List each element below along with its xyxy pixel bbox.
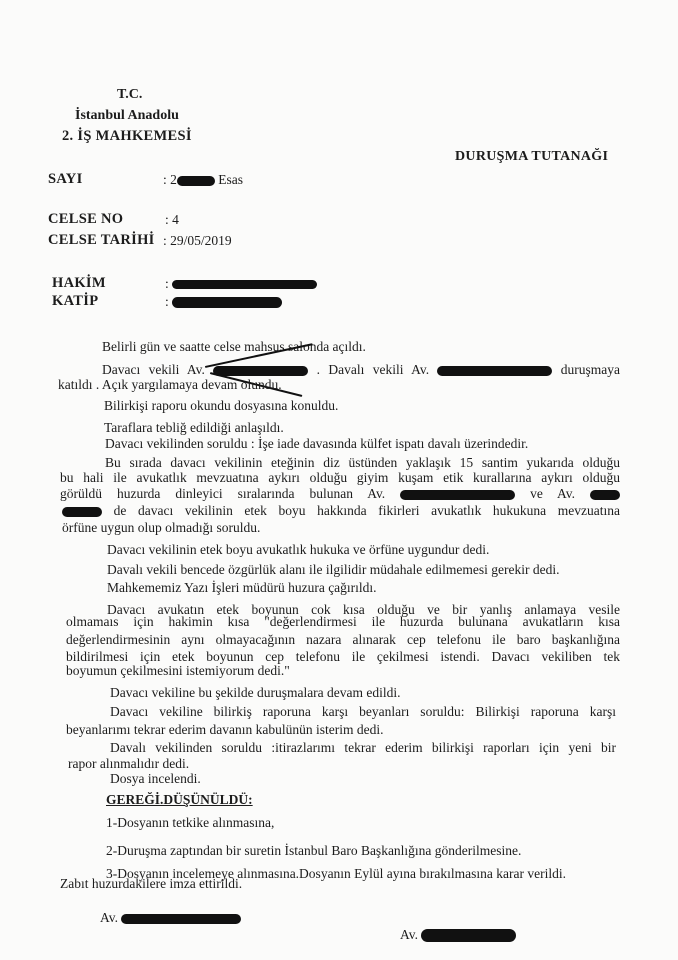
text: de davacı vekilinin etek boyu hakkında fikirleri avukatlık hukukuna mevzuatına — [113, 503, 620, 518]
body-line — [102, 362, 620, 378]
decision-item: 1-Dosyanın tetkike alınmasına, — [106, 815, 275, 830]
body-line: beyanlarımı tekrar ederim davanın kabulünün isterim dedi. — [66, 722, 384, 737]
tc-heading: T.C. — [117, 87, 143, 102]
body-line: örfüne uygun olup olmadığı soruldu. — [62, 520, 261, 535]
body-line: boyumun çekilmesini istemiyorum dedi." — [66, 663, 290, 678]
decision-item: 2-Duruşma zaptından bir suretin İstanbul Baro Başkanlığına gönderilmesine. — [106, 843, 522, 858]
redaction — [590, 490, 620, 500]
redaction — [172, 297, 282, 308]
redaction — [400, 490, 515, 500]
colon: : — [165, 276, 169, 291]
court-heading: 2. İŞ MAHKEMESİ — [62, 128, 192, 144]
celse-tarihi-value: : 29/05/2019 — [163, 233, 232, 248]
body-line: Taraflara tebliğ edildiği anlaşıldı. — [104, 420, 284, 435]
body-line: Davacı vekiline bilirkiş raporuna karşı beyanları soruldu: Bilirkişi raporuna karşı — [110, 704, 616, 719]
body-line: Davacı avukatın etek boyunun cok kısa olduğu ve bir yanlış anlamaya vesile — [107, 602, 620, 617]
katip-value — [165, 294, 282, 310]
text: ve Av. — [530, 486, 576, 501]
body-line: olmamaıs için hakimin kısa "değerlendirmesi ile huzurda bulunana avukatların kısa — [66, 614, 620, 629]
body-line: Davacı vekilinin etek boyu avukatlık hukuka ve örfüne uygundur dedi. — [107, 542, 490, 557]
redaction — [421, 929, 516, 942]
celse-tarihi-label: CELSE TARİHİ — [48, 232, 155, 248]
redaction — [213, 366, 308, 376]
body-line: Mahkememiz Yazı İşleri müdürü huzura çağırıldı. — [107, 580, 377, 595]
text: Av. — [100, 910, 118, 925]
sayi-prefix: : 2 — [163, 172, 177, 187]
body-line: rapor alınmalıdır dedi. — [68, 756, 190, 771]
redaction — [121, 914, 241, 924]
body-line: değerlendirmesinin aynı olmayacağının nazara alınarak cep telefonu ile baro başkanlığına — [66, 632, 620, 647]
redaction — [62, 507, 102, 517]
gereği-düşünüldü-heading: GEREĞİ.DÜŞÜNÜLDÜ: — [106, 792, 253, 807]
body-line: Bilirkişi raporu okundu dosyasına konuldu. — [104, 398, 339, 413]
celse-no-label: CELSE NO — [48, 211, 124, 227]
text: duruşmaya — [560, 362, 621, 377]
signature-left — [100, 910, 241, 926]
body-line: katıldı . Açık yargılamaya devam olundu. — [58, 377, 282, 392]
city-heading: İstanbul Anadolu — [75, 108, 179, 123]
sayi-label: SAYI — [48, 171, 83, 187]
body-line: Davalı vekilinden soruldu :itirazlarımı tekrar ederim bilirkişi raporları için yeni bir — [110, 740, 616, 755]
redaction — [172, 280, 317, 289]
body-line: Davacı vekiline bu şekilde duruşmalara devam edildi. — [110, 685, 401, 700]
body-line: bu hali ile avukatlık mevzuatına aykırı olduğu giyim kuşam etik kurallarına aykırı olduğu — [60, 470, 620, 485]
body-line: Davalı vekili bencede özgürlük alanı ile ilgilidir müdahale edilmemesi gerekir dedi. — [107, 562, 560, 577]
redaction — [437, 366, 552, 376]
hakim-value — [165, 276, 317, 292]
body-line: bildirilmesi için etek boyunun cep telefonu ile çekilmesi istendi. Davacı vekiliben tek — [66, 649, 620, 664]
decision-item: 3-Dosyanın incelemeye alınmasına.Dosyanın Eylül ayına bırakılmasına karar verildi. — [106, 866, 566, 881]
sayi-value — [163, 172, 243, 188]
body-line: Davacı vekilinden soruldu : İşe iade davasında külfet ispatı davalı üzerindedir. — [105, 436, 529, 451]
text: görüldü huzurda dinleyici sıralarında bulunan Av. — [60, 486, 386, 501]
colon: : — [165, 294, 169, 309]
celse-no-value: : 4 — [165, 212, 179, 227]
text: Davacı vekili Av. — [102, 362, 205, 377]
body-line — [62, 503, 620, 519]
text: Av. — [400, 927, 418, 942]
hakim-label: HAKİM — [52, 275, 106, 291]
text: . Davalı vekili Av. — [316, 362, 430, 377]
body-line: Zabıt huzurdakilere imza ettirildi. — [60, 876, 243, 891]
katip-label: KATİP — [52, 293, 99, 309]
body-line — [60, 486, 620, 502]
body-line: Dosya incelendi. — [110, 771, 201, 786]
body-line: Belirli gün ve saatte celse mahsus salonda açıldı. — [102, 339, 366, 354]
document-title: DURUŞMA TUTANAĞI — [455, 149, 609, 164]
sayi-suffix: Esas — [218, 172, 244, 187]
signature-right — [400, 927, 516, 943]
redaction — [177, 176, 215, 186]
body-line: Bu sırada davacı vekilinin eteğinin diz üstünden yaklaşık 15 santim yukarıda olduğu — [105, 455, 620, 470]
